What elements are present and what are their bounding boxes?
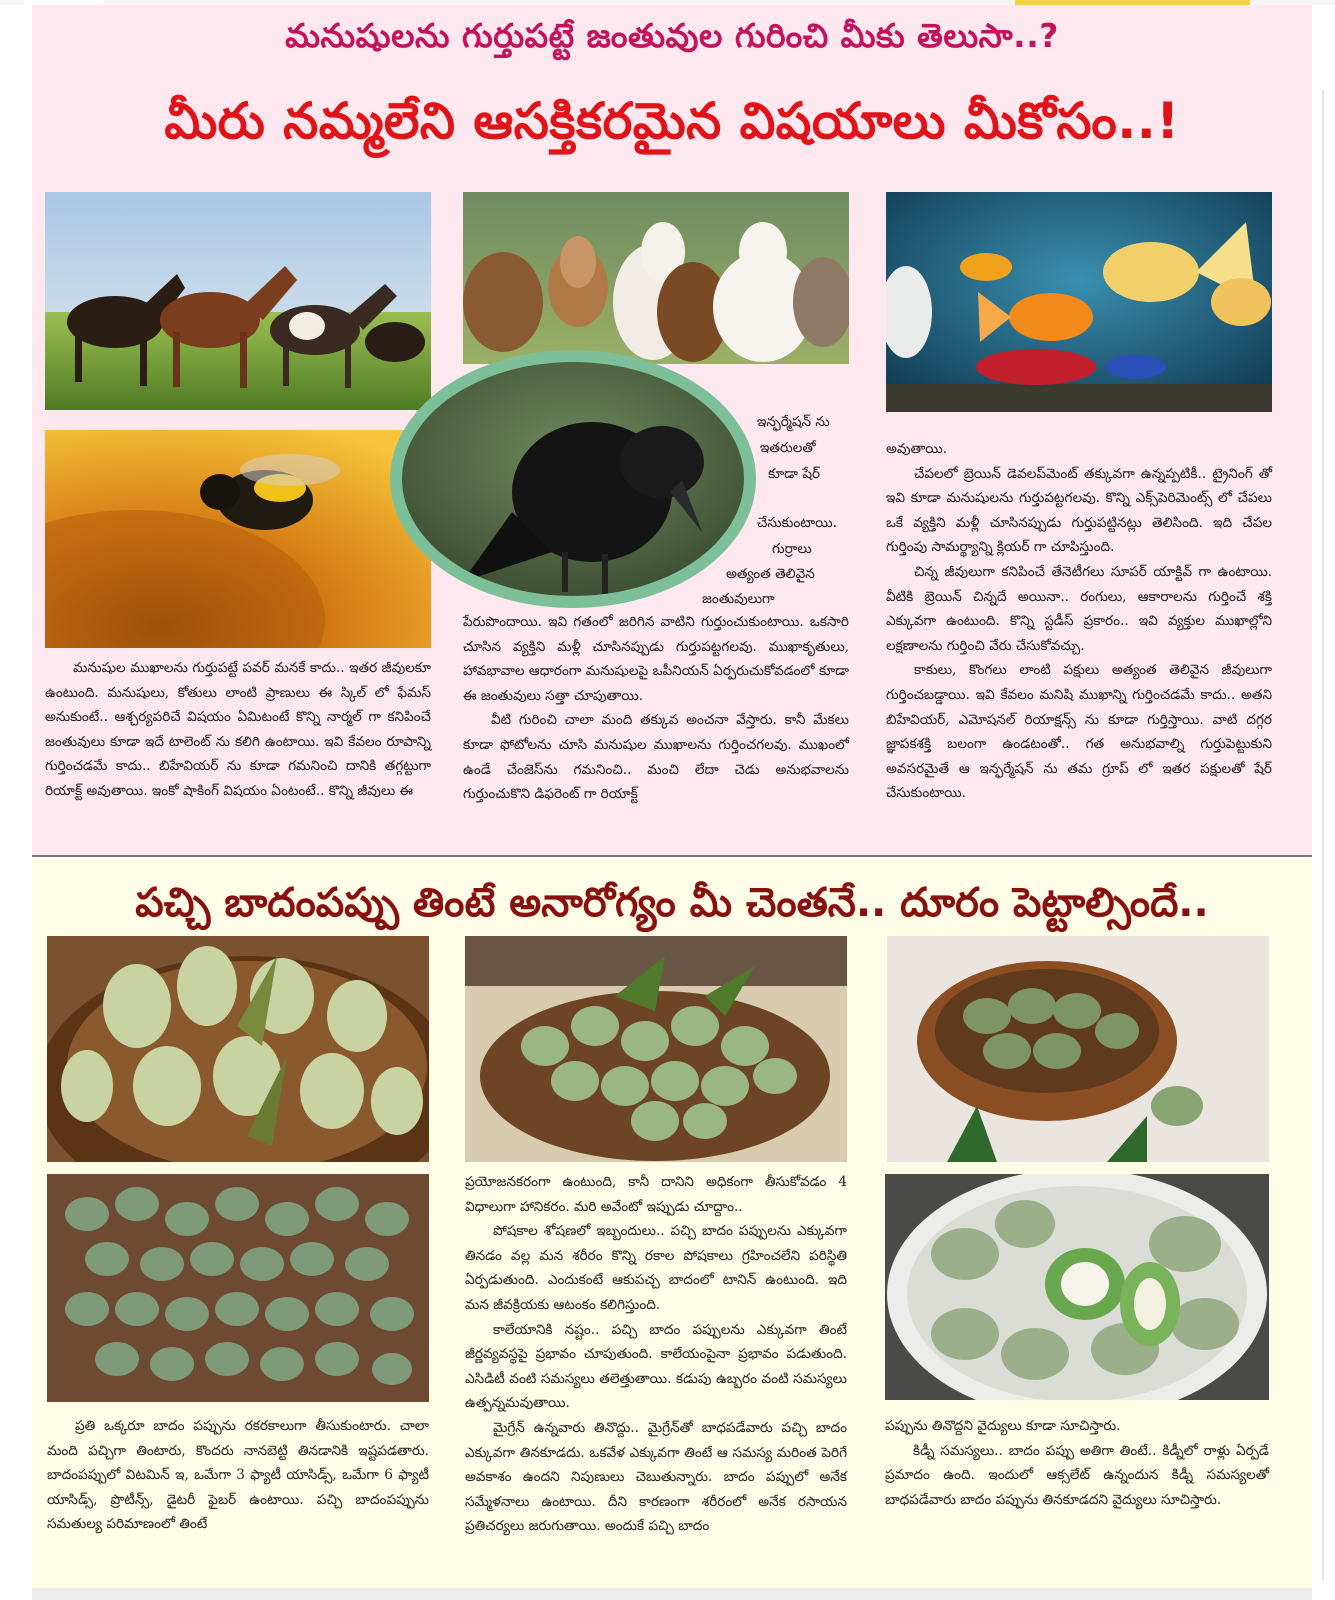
article2-headline: పచ్చి బాదంపప్పు తింటే అనారోగ్యం మీ చెంతనే.. దూరం పెట్టాల్సిందే..: [135, 880, 1209, 926]
article2-col2-paragraph0: ప్రయోజనకరంగా ఉంటుంది, కానీ దానిని అధికంగా తీసుకోవడం 4 విధాలుగా హానికరం. మరి అవేంటో ఇప్పుడు చూద్దాం..: [465, 1174, 847, 1215]
article2-column1: [47, 1414, 429, 1537]
bee-photo: [45, 430, 431, 648]
bottom-strip: [32, 1588, 1312, 1600]
article1-col3-paragraph0: అవుతాయి.: [886, 441, 948, 457]
article1-col2-wrap-line3: కూడా షేర్: [768, 466, 821, 482]
article1-col3-paragraph1: చేపలలో బ్రెయిన్ డెవలప్‌మెంట్ తక్కువగా ఉన్నప్పటికీ.. ట్రైనింగ్ తో ఇవి కూడా మనుషులను గుర్తుపట్టగలవు. కొన్ని ఎక్స్‌పెరిమెంట్స్ లో చేపలు ఒకే వ్యక్తిని మళ్లీ చూసినప్పుడు గుర్తుపట్టినట్లు తెలిసింది. ఇది చేపల గుర్తింపు సామర్థ్యాన్ని క్లియర్ గా చూపిస్తుంది.: [886, 465, 1272, 556]
article1-col1-paragraph: మనుషుల ముఖాలను గుర్తుపట్టే పవర్ మనకే కాదు.. ఇతర జీవులకూ ఉంటుంది. మనుషులు, కోతులు లాంటి ప్రాణులు ఈ స్కిల్ లో ఫేమస్ అనుకుంటే.. ఆశ్చర్యపరిచే విషయం ఏమిటంటే కొన్ని నార్మల్ గా కనిపించే జంతువులు కూడా ఇదే టాలెంట్ ను కలిగి ఉంటాయి. ఇవి కేవలం రూపాన్ని గుర్తించడమే కాదు.. బిహేవియర్ ను కూడా గమనించి దానికి తగ్గట్టుగా రియాక్ట్ అవుతాయి. ఇంకో షాకింగ్ విషయం ఏంటంటే.. కొన్ని జీవులు ఈ: [45, 660, 431, 799]
almonds-white-bowl-photo: [885, 1174, 1269, 1400]
crow-photo: [402, 362, 744, 596]
almonds-bowl-photo-1: [47, 936, 429, 1162]
article1-col2-wrap-line2: ఇతరులతో: [760, 440, 816, 456]
article1-col2-wrap-line7: జంతువులుగా: [702, 591, 775, 607]
article1-column2: [463, 610, 849, 807]
article2-column2: [465, 1170, 847, 1539]
article2-col1-paragraph: ప్రతి ఒక్కరూ బాదం పప్పును రకరకాలుగా తీసుకుంటారు. చాలా మంది పచ్చిగా తింటారు, కొందరు నానబెట్టి తినడానికి ఇష్టపడతారు. బాదంపప్పులో విటమిన్ ఇ, ఒమేగా 3 ఫ్యాటీ యాసిడ్స్, ఒమేగా 6 ఫ్యాటీ యాసిడ్స్, ప్రొటీన్స్, డైటరీ ఫైబర్ ఉంటాయి. పచ్చి బాదంపప్పును సమతుల్య పరిమాణంలో తింటే: [47, 1418, 429, 1533]
article1-kicker: మనుషులను గుర్తుపట్టే జంతువుల గురించి మీకు తెలుసా..?: [285, 16, 1059, 55]
article1-col2-wrap-line5: గుర్రాలు: [772, 541, 812, 557]
page-right-rule: [1322, 90, 1324, 1580]
article1-col2-wrap-line4: చేసుకుంటాయి.: [757, 515, 837, 531]
article2-col2-paragraph3: మైగ్రేన్ ఉన్నవారు తినొద్దు.. మైగ్రేన్‌తో బాధపడేవారు పచ్చి బాదం ఎక్కువగా తినకూడదు. ఒకవేళ ఎక్కువగా తింటే ఆ సమస్య మరింత పెరిగే అవకాశం ఉందని నిపుణులు చెబుతున్నారు. బాదం పప్పులో అనేక సమ్మేళనాలు ఉంటాయి. దీని కారణంగా శరీరంలో అనేక రసాయన ప్రతిచర్యలు జరుగుతాయి. అందుకే పచ్చి బాదం: [465, 1419, 847, 1535]
goats-photo: [463, 192, 849, 364]
crow-photo-frame: [390, 350, 756, 608]
article1-col2-wrap-line6: అత్యంత తెలివైన: [726, 566, 815, 582]
article1-col2-paragraph1: పేరుపొందాయి. ఇవి గతంలో జరిగిన వాటిని గుర్తుంచుకుంటాయి. ఒకసారి చూసిన వ్యక్తిని మళ్లీ చూసినప్పుడు గుర్తుపట్టగలవు. ముఖాకృతులు, హావభావాల ఆధారంగా మనుషులపై ఒపీనియన్ ఏర్పరుచుకోవడంలో కూడా ఈ జంతువులు సత్తా చూపుతాయి.: [463, 614, 849, 704]
article1-headline: మీరు నమ్మలేని ఆసక్తికరమైన విషయాలు మీకోసం..!: [164, 92, 1180, 150]
article1-col2-wrap-line1: ఇన్ఫర్మేషన్ ను: [757, 414, 830, 430]
article1-column3: [886, 437, 1272, 806]
article2-col3-paragraph0: పప్పును తినొద్దని వైద్యులు కూడా సూచిస్తారు.: [885, 1418, 1121, 1434]
article2-col2-paragraph1: పోషకాల శోషణలో ఇబ్బందులు.. పచ్చి బాదం పప్పులను ఎక్కువగా తినడం వల్ల మన శరీరం కొన్ని రకాల పోషకాలు గ్రహించలేని పరిస్థితి ఏర్పడుతుంది. ఎందుకంటే ఆకుపచ్చ బాదంలో టానిన్ ఉంటుంది. ఇది మన జీవక్రియకు ఆటంకం కలిగిస్తుంది.: [465, 1223, 847, 1313]
section-divider: [32, 855, 1312, 857]
article1-col3-paragraph2: చిన్న జీవులుగా కనిపించే తేనెటీగలు సూపర్ యాక్టివ్ గా ఉంటాయి. వీటికి బ్రెయిన్ చిన్నదే అయినా.. రంగులు, ఆకారాలను గుర్తించే శక్తి ఎక్కువగా ఉంటుంది. కొన్ని స్టడీస్ ప్రకారం.. ఇవి వ్యక్తుల ముఖాల్లోని లక్షణాలను గుర్తించి వేరు చేసుకోవచ్చు.: [886, 563, 1272, 654]
article1-col3-paragraph3: కాకులు, కొంగలు లాంటి పక్షులు అత్యంత తెలివైన జీవులుగా గుర్తించబడ్డాయి. ఇవి కేవలం మనిషి ముఖాన్ని గుర్తించడమే కాదు.. అతని బిహేవియర్, ఎమోషనల్ రియాక్షన్స్ ను కూడా గుర్తిస్తాయి. వాటి దగ్గర జ్ఞాపకశక్తి బలంగా ఉండటంతో.. గత అనుభవాల్ని గుర్తుపెట్టుకుని అవసరమైతే ఆ ఇన్ఫర్మేషన్ ను తమ గ్రూప్ లో ఇతర పక్షులతో షేర్ చేసుకుంటాయి.: [886, 662, 1272, 802]
fish-photo: [886, 192, 1272, 412]
almonds-bowl-photo-3: [887, 936, 1269, 1162]
almonds-bowl-photo-2: [465, 936, 847, 1162]
horses-photo: [45, 192, 431, 410]
almonds-heap-photo: [47, 1174, 429, 1402]
article2-column3: [885, 1414, 1269, 1512]
article1-column1: [45, 656, 431, 804]
article1-col2-paragraph2: వీటి గురించి చాలా మంది తక్కువ అంచనా వేస్తారు. కానీ మేకలు కూడా ఫోటోలను చూసి మనుషుల ముఖాలను గుర్తించగలవు. ముఖంలో ఉండే చేంజెస్‌ను గమనించి.. మంచి లేదా చెడు అనుభవాలను గుర్తుంచుకొని డిఫరెంట్ గా రియాక్ట్: [463, 712, 849, 803]
article2-col2-paragraph2: కాలేయానికి నష్టం.. పచ్చి బాదం పప్పులను ఎక్కువగా తింటే జీర్ణవ్యవస్థపై ప్రభావం చూపుతుంది. కాలేయంపైనా ప్రభావం పడుతుంది. ఎసిడిటీ వంటి సమస్యలు తలెత్తుతాయి. కడుపు ఉబ్బరం వంటి సమస్యలు ఉత్పన్నమవుతాయి.: [465, 1321, 847, 1412]
article2-col3-paragraph1: కిడ్నీ సమస్యలు.. బాదం పప్పు అతిగా తింటే.. కిడ్నీలో రాళ్లు ఏర్పడే ప్రమాదం ఉంది. ఇందులో ఆక్సలేట్ ఉన్నందున కిడ్నీ సమస్యలతో బాధపడేవారు బాదం పప్పును తినకూడదని వైద్యులు సూచిస్తారు.: [885, 1442, 1269, 1508]
